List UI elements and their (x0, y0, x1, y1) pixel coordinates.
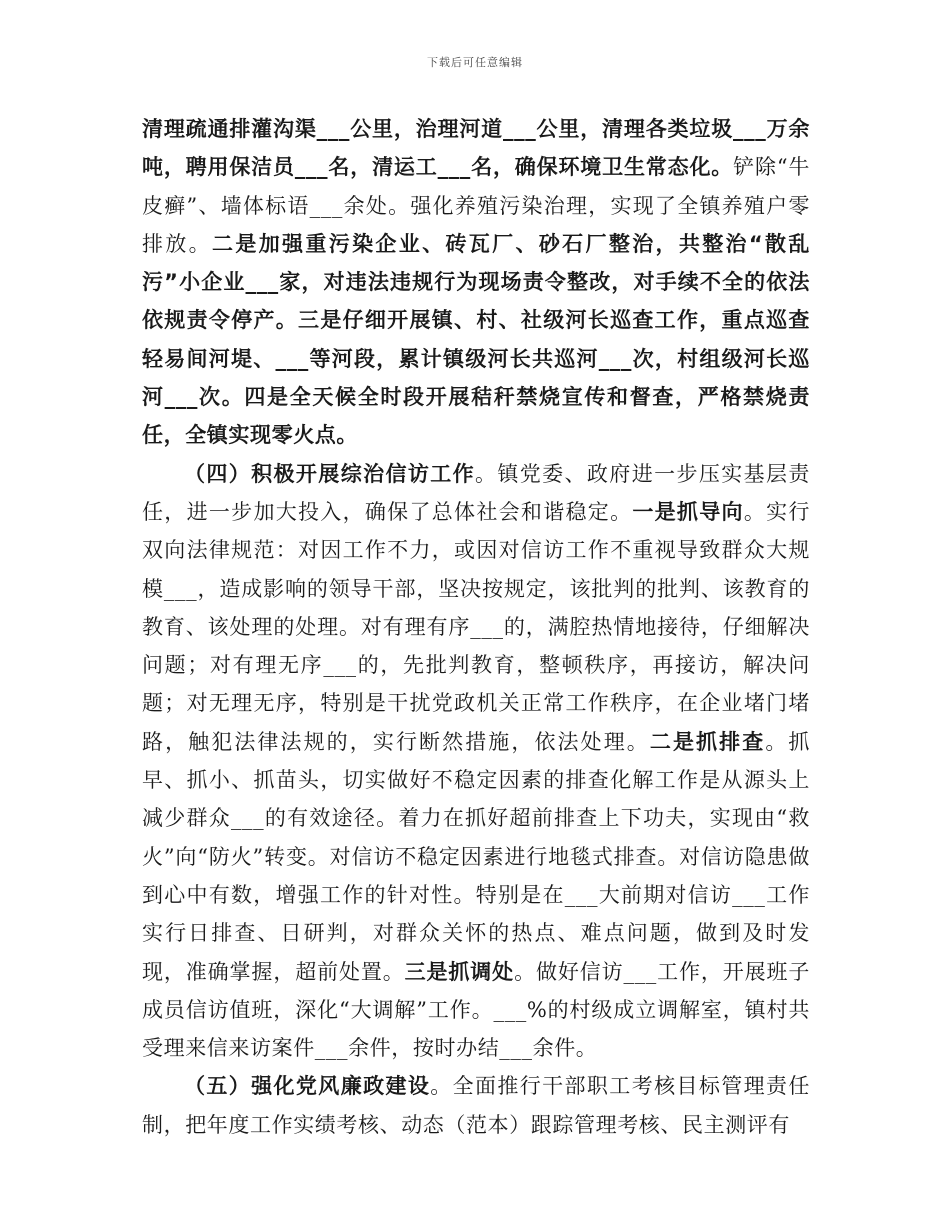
paragraph-party-conduct (142, 1067, 810, 1144)
text-run: 。做好信访___工作，开展班子成员信访值班，深化“大调解”工作。___%的村级成立调解室，镇村共受理来信来访案件___余件，按时办结___余件。 (142, 959, 811, 1061)
text-run: 。镇党委、政府进一步压实基层责任，进一步加大投入，确保了总体社会和谐稳定。 (142, 461, 810, 524)
subsection-label: 二是抓排查 (649, 729, 766, 754)
subsection-label: 一是抓导向 (632, 499, 744, 524)
page-header: 下载后可任意编辑 (427, 56, 523, 69)
text-run: 清理疏通排灌沟渠___公里，治理河道___公里，清理各类垃圾___万余吨，聘用保洁员___名，清运工___名，确保环境卫生常态化。 (142, 117, 810, 180)
paragraph-petition-work (142, 455, 810, 1068)
text-run: 。全面推行干部职工考核目标管理责任制，把年度工作实绩考核、动态（范本）跟踪管理考核、民主测评有 (142, 1074, 810, 1137)
text-run: 二是加强重污染企业、砖瓦厂、砂石厂整治，共整治“散乱污”小企业___家，对违法违规行为现场责令整改，对手续不全的依法依规责令停产。三是仔细开展镇、村、社级河长巡查工作，重点巡查轻易间河堤、___等河段，累计镇级河长共巡河___次，村组级河长巡河___次。四是全天候全时段开展秸秆禁烧宣传和督查，严格禁烧责任，全镇实现零火点。 (142, 231, 810, 448)
section-heading: （四）积极开展综治信访工作 (184, 461, 475, 486)
text-run: 。抓早、抓小、抓苗头，切实做好不稳定因素的排查化解工作是从源头上减少群众___的有效途径。着力在抓好超前排查上下功夫，实现由“救火”向“防火”转变。对信访不稳定因素进行地毯式排查。对信访隐患做到心中有数，增强工作的针对性。特别是在___大前期对信访___工作实行日排查、日研判，对群众关怀的热点、难点问题，做到及时发现，准确掌握，超前处置。 (142, 729, 811, 984)
text-run: 铲除“牛皮癣”、墙体标语___余处。强化养殖污染治理，实现了全镇养殖户零排放。 (142, 155, 811, 256)
text-run: 。实行双向法律规范：对因工作不力，或因对信访工作不重视导致群众大规模___，造成影响的领导干部，坚决按规定，该批判的批判、该教育的教育、该处理的处理。对有理有序___的，满腔热情地接待，仔细解决问题；对有理无序___的，先批判教育，整顿秩序，再接访，解决问题；对无理无序，特别是干扰党政机关正常工作秩序，在企业堵门堵路，触犯法律法规的，实行断然措施，依法处理。 (142, 499, 810, 754)
document-body (142, 110, 810, 1144)
paragraph-environment (142, 110, 810, 455)
section-heading: （五）强化党风廉政建设 (184, 1074, 431, 1099)
subsection-label: 三是抓调处 (404, 959, 515, 984)
